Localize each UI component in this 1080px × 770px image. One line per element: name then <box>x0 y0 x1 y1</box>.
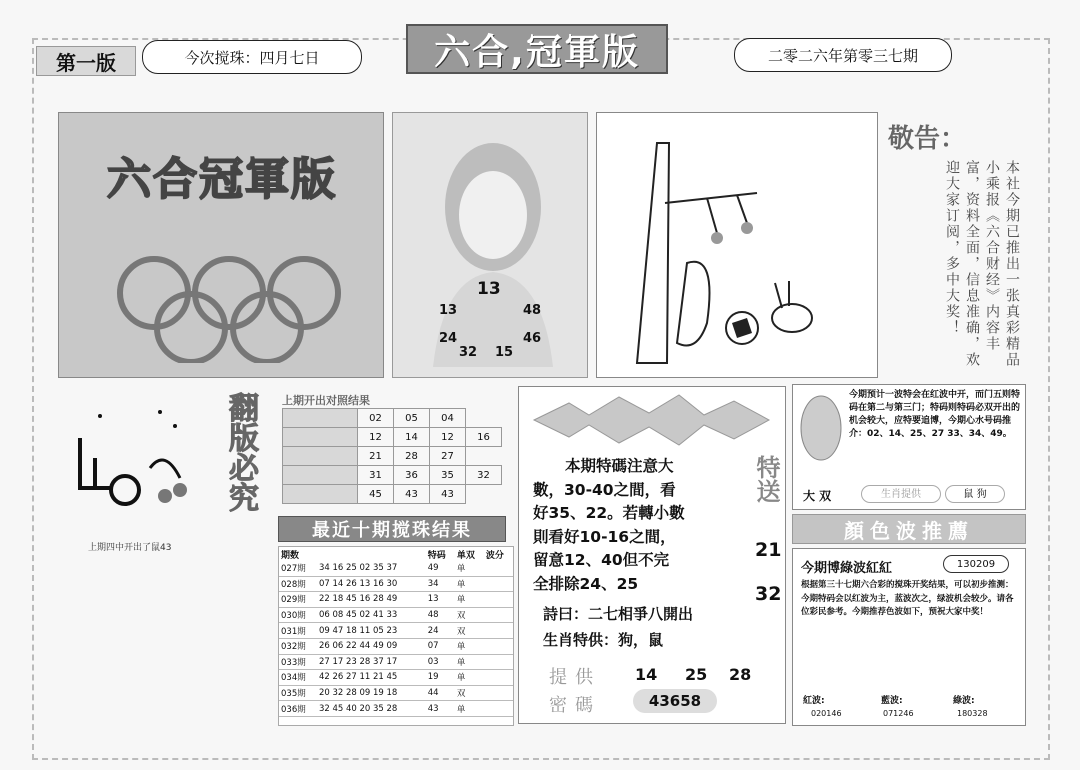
result-cell: 单 <box>455 576 484 592</box>
result-cell: 034期 <box>279 670 317 686</box>
result-cell: 42 26 27 11 21 45 <box>317 670 426 686</box>
wave-label: 藍波: <box>881 696 903 706</box>
provide-num: 28 <box>729 665 752 684</box>
draw-row-shaded <box>283 466 358 485</box>
col-header <box>317 547 426 561</box>
girl-num: 15 <box>495 345 514 360</box>
draw-cell: 27 <box>430 447 466 466</box>
result-row <box>279 670 513 686</box>
provide-label: 提供 <box>549 667 601 688</box>
big-label: 大 双 <box>803 489 832 503</box>
result-cell: 036期 <box>279 701 317 717</box>
issue-number: 二零二六年第零三七期 <box>734 38 952 72</box>
result-row <box>279 701 513 717</box>
masthead: 六合,冠軍版 <box>406 24 668 74</box>
special-line: 數，30-40之間，看 <box>533 480 676 499</box>
result-cell: 07 <box>426 638 455 654</box>
cartoon-panel <box>596 112 878 378</box>
result-cell: 030期 <box>279 607 317 623</box>
result-cell: 24 <box>426 623 455 639</box>
notice-body: 本社今期已推出一张真彩精品小乘报《六合财经》内容丰富，资料全面，信息准确，欢迎大家订阅，多中大奖！ <box>944 160 1020 368</box>
girl-num: 46 <box>523 331 542 346</box>
girl-num: 13 <box>477 279 501 299</box>
result-cell-empty <box>484 561 513 576</box>
zodiac-values: 鼠 狗 <box>945 485 1005 503</box>
result-cell: 029期 <box>279 592 317 608</box>
color-body: 根据第三十七期六合彩的搅珠开奖结果，可以初步推测：今期特码会以红波为主，蓝波次之，绿波机会较少。请各位彩民参考。今期推荐色波如下，预祝大家中奖！ <box>801 580 1014 617</box>
poem: 詩曰：二七相爭八開出 <box>543 605 694 623</box>
result-cell: 34 <box>426 576 455 592</box>
logo-title: 六合冠軍版 <box>107 154 337 205</box>
banner-burst-icon <box>529 393 775 447</box>
result-cell: 32 45 40 20 35 28 <box>317 701 426 717</box>
wave-code: 071246 <box>883 709 914 718</box>
result-cell: 22 18 45 16 28 49 <box>317 592 426 608</box>
wave-label: 綠波: <box>953 696 975 706</box>
result-cell: 双 <box>455 623 484 639</box>
result-cell: 033期 <box>279 654 317 670</box>
recent-results-panel <box>278 546 514 726</box>
result-cell: 单 <box>455 701 484 717</box>
logo-panel <box>58 112 384 378</box>
draw-cell: 45 <box>358 485 394 504</box>
result-cell: 028期 <box>279 576 317 592</box>
color-heading: 今期博綠波紅紅 <box>801 561 893 576</box>
result-cell: 031期 <box>279 623 317 639</box>
special-text <box>533 455 743 596</box>
draw-cell: 35 <box>430 466 466 485</box>
result-cell: 48 <box>426 607 455 623</box>
result-row <box>279 592 513 608</box>
result-row <box>279 561 513 576</box>
result-row <box>279 607 513 623</box>
riddle-drawing-icon <box>70 408 240 518</box>
result-cell: 单 <box>455 654 484 670</box>
result-cell: 06 08 45 02 41 33 <box>317 607 426 623</box>
draw-cell: 04 <box>430 409 466 428</box>
girl-num: 48 <box>523 303 542 318</box>
provide-num: 14 <box>635 665 658 684</box>
result-cell: 032期 <box>279 638 317 654</box>
result-cell: 44 <box>426 685 455 701</box>
draw-cell: 36 <box>394 466 430 485</box>
draw-row <box>283 409 502 428</box>
special-line: 好35、22。若轉小數 <box>533 504 685 522</box>
result-cell-empty <box>484 607 513 623</box>
edition-text: 第一版 <box>56 50 116 75</box>
last-draw-table <box>282 392 502 508</box>
col-header: 特码 <box>427 550 446 561</box>
draw-cell: 14 <box>394 428 430 447</box>
result-cell: 双 <box>455 607 484 623</box>
result-cell-empty <box>484 654 513 670</box>
draw-row-shaded <box>283 428 358 447</box>
result-cell: 单 <box>455 592 484 608</box>
edition-label <box>36 46 136 76</box>
draw-cell: 12 <box>358 428 394 447</box>
draw-row-shaded <box>283 447 358 466</box>
result-cell-empty <box>484 623 513 639</box>
recommend-panel <box>792 384 1026 510</box>
tree-rabbit-ball-icon <box>607 123 869 369</box>
result-cell: 49 <box>426 561 455 576</box>
result-cell: 07 14 26 13 16 30 <box>317 576 426 592</box>
result-cell-empty <box>484 592 513 608</box>
result-cell: 单 <box>455 561 484 576</box>
result-cell: 单 <box>455 638 484 654</box>
col-header: 波分 <box>485 550 504 561</box>
result-cell: 035期 <box>279 685 317 701</box>
special-line: 留意12、40但不完 <box>533 551 670 569</box>
wave-code: 180328 <box>957 709 988 718</box>
side-num: 21 <box>755 539 782 561</box>
result-row <box>279 638 513 654</box>
result-cell: 单 <box>455 670 484 686</box>
draw-cell: 43 <box>394 485 430 504</box>
draw-cell: 05 <box>394 409 430 428</box>
girl-num: 24 <box>439 331 458 346</box>
draw-row-shaded <box>283 485 358 504</box>
draw-cell: 16 <box>466 428 502 447</box>
result-cell: 13 <box>426 592 455 608</box>
result-row <box>279 623 513 639</box>
result-cell: 027期 <box>279 561 317 576</box>
result-cell: 03 <box>426 654 455 670</box>
result-cell: 27 17 23 28 37 17 <box>317 654 426 670</box>
wave-code: 020146 <box>811 709 842 718</box>
color-wave-panel <box>792 548 1026 726</box>
draw-row <box>283 428 502 447</box>
zodiac-provide: 生肖提供 <box>861 485 941 503</box>
last-draw-title: 上期开出对照结果 <box>282 394 370 407</box>
draw-cell: 43 <box>430 485 466 504</box>
riddle-caption: 上期四中开出了鼠43 <box>88 543 172 553</box>
draw-cell: 21 <box>358 447 394 466</box>
coin-icon <box>799 393 843 463</box>
result-cell-empty <box>484 576 513 592</box>
result-cell: 双 <box>455 685 484 701</box>
draw-cell: 32 <box>466 466 502 485</box>
notice-panel <box>878 112 1028 378</box>
draw-cell: 12 <box>430 428 466 447</box>
girl-num: 13 <box>439 303 458 318</box>
draw-cell: 28 <box>394 447 430 466</box>
result-cell: 26 06 22 44 49 09 <box>317 638 426 654</box>
results-table <box>279 547 513 717</box>
result-cell-empty <box>484 638 513 654</box>
draw-row <box>283 485 502 504</box>
result-cell: 19 <box>426 670 455 686</box>
result-cell: 34 16 25 02 35 37 <box>317 561 426 576</box>
result-cell: 43 <box>426 701 455 717</box>
provide-num: 25 <box>685 665 708 684</box>
result-cell: 09 47 18 11 05 23 <box>317 623 426 639</box>
draw-row-shaded <box>283 409 358 428</box>
result-row <box>279 654 513 670</box>
side-label: 特送 <box>752 455 780 503</box>
result-row <box>279 685 513 701</box>
draw-cell: 02 <box>358 409 394 428</box>
olympic-rings-icon <box>109 253 349 363</box>
draw-cell: 31 <box>358 466 394 485</box>
special-line: 全排除24、25 <box>533 574 639 593</box>
result-cell-empty <box>484 701 513 717</box>
draw-row <box>283 447 502 466</box>
result-cell: 20 32 28 09 19 18 <box>317 685 426 701</box>
girl-photo-panel <box>392 112 588 378</box>
recent-results-title: 最近十期搅珠结果 <box>278 516 506 542</box>
side-num: 32 <box>755 583 782 605</box>
code-value: 43658 <box>633 689 717 713</box>
zodiac-special: 生肖特供：狗，鼠 <box>543 631 664 649</box>
col-header: 期数 <box>281 550 300 561</box>
result-row <box>279 576 513 592</box>
color-heading-num: 130209 <box>943 555 1009 573</box>
color-wave-title: 顏色波推薦 <box>792 514 1026 544</box>
draw-table <box>282 408 502 504</box>
draw-row <box>283 466 502 485</box>
wave-label: 紅波: <box>803 696 825 706</box>
notice-title: 敬告： <box>888 124 967 154</box>
girl-num: 32 <box>459 345 478 360</box>
result-cell-empty <box>484 685 513 701</box>
special-line: 則看好10-16之間， <box>533 527 676 546</box>
recommend-text: 今期预计一波特会在红波中开，而门五则特码在第二与第三门；特码则特码必双开出的机会较大，应特要追博，今期心水号码推介：02、14、25、27 33、34、49。 <box>849 390 1021 439</box>
special-line: 本期特碼注意大 <box>565 457 674 475</box>
piracy-warning: 翻版必究 <box>223 392 258 512</box>
draw-date: 今次搅珠：四月七日 <box>142 40 362 74</box>
result-cell-empty <box>484 670 513 686</box>
code-label: 密碼 <box>549 695 601 716</box>
col-header: 单双 <box>456 550 475 561</box>
special-panel <box>518 386 786 724</box>
